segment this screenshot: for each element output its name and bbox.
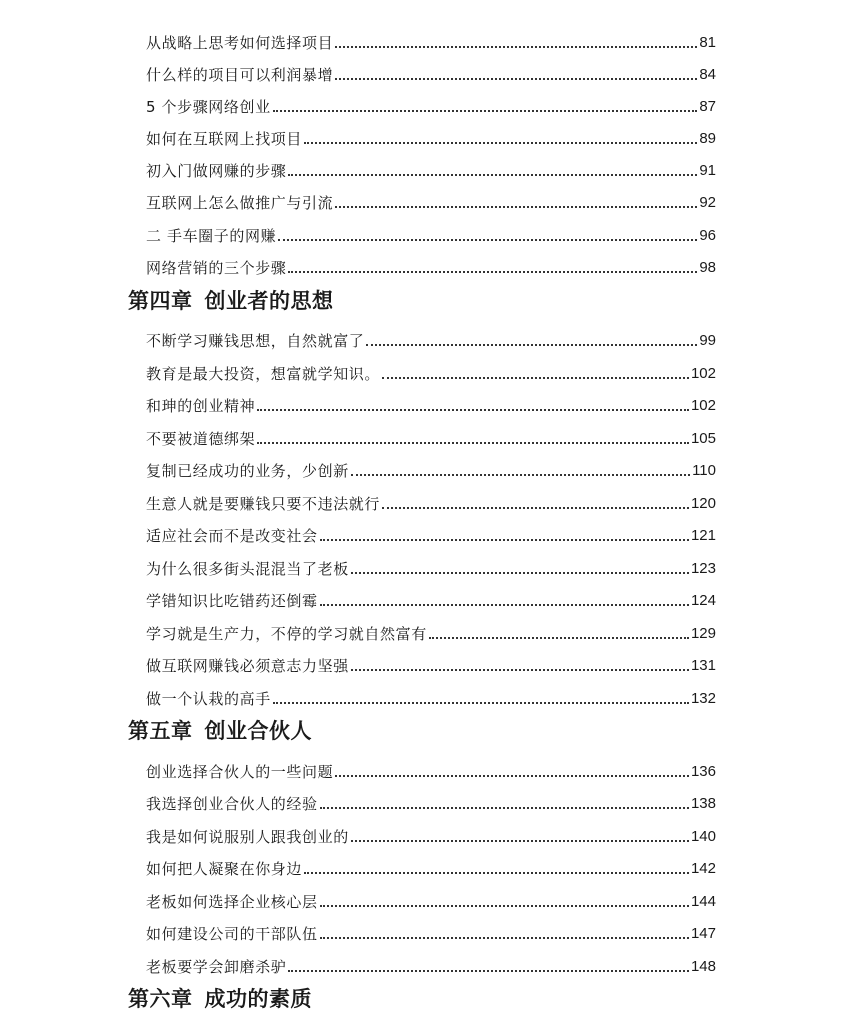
dot-leader	[278, 239, 697, 241]
toc-entry-title: 生意人就是要赚钱只要不违法就行	[146, 495, 381, 513]
toc-entry[interactable]	[146, 854, 716, 878]
toc-entry-title: 不断学习赚钱思想，自然就富了	[146, 332, 365, 350]
toc-entry-title: 和珅的创业精神	[146, 397, 256, 415]
toc-entry-page: 124	[690, 592, 716, 609]
toc-entry-title: 如何在互联网上找项目	[146, 130, 303, 148]
toc-entry[interactable]	[146, 554, 716, 578]
toc-entry-title: 我是如何说服别人跟我创业的	[146, 828, 349, 846]
toc-entry-page: 102	[690, 397, 716, 414]
dot-leader	[382, 507, 689, 509]
toc-entry[interactable]	[146, 887, 716, 911]
dot-leader	[320, 937, 689, 939]
toc-entry-page: 131	[690, 657, 716, 674]
chapter-heading[interactable]	[128, 718, 312, 744]
toc-entry[interactable]	[146, 424, 716, 448]
toc-entry[interactable]	[146, 919, 716, 943]
toc-entry-title: 初入门做网赚的步骤	[146, 162, 287, 180]
toc-entry-page: 120	[690, 495, 716, 512]
dot-leader	[320, 604, 689, 606]
toc-entry-page: 87	[699, 98, 716, 115]
toc-entry-title: 如何把人凝聚在你身边	[146, 860, 303, 878]
toc-entry-page: 123	[690, 560, 716, 577]
toc-entry[interactable]	[146, 952, 716, 976]
toc-entry-page: 121	[690, 527, 716, 544]
toc-entry[interactable]	[146, 456, 716, 480]
dot-leader	[257, 409, 689, 411]
toc-entry[interactable]	[146, 92, 716, 116]
toc-entry-page: 144	[690, 893, 716, 910]
toc-entry-title: 老板要学会卸磨杀驴	[146, 958, 287, 976]
toc-entry[interactable]	[146, 757, 716, 781]
toc-entry[interactable]	[146, 789, 716, 813]
toc-entry-title: 为什么很多街头混混当了老板	[146, 560, 349, 578]
toc-entry-page: 102	[690, 365, 716, 382]
toc-entry-page: 84	[699, 66, 716, 83]
toc-entry[interactable]	[146, 684, 716, 708]
toc-entry[interactable]	[146, 326, 716, 350]
dot-leader	[351, 840, 689, 842]
dot-leader	[382, 377, 689, 379]
dot-leader	[320, 539, 689, 541]
toc-entry-title: 我选择创业合伙人的经验	[146, 795, 318, 813]
toc-entry[interactable]	[146, 253, 716, 277]
chapter-title: 成功的素质	[204, 987, 312, 1011]
toc-entry[interactable]	[146, 521, 716, 545]
chapter-title: 创业者的思想	[204, 289, 334, 313]
toc-entry-title: 复制已经成功的业务，少创新	[146, 462, 349, 480]
dot-leader	[288, 970, 689, 972]
toc-entry[interactable]	[146, 586, 716, 610]
toc-entry-page: 138	[690, 795, 716, 812]
dot-leader	[257, 442, 689, 444]
toc-entry-title: 做互联网赚钱必须意志力坚强	[146, 657, 349, 675]
dot-leader	[335, 78, 697, 80]
toc-entry-page: 89	[699, 130, 716, 147]
chapter-number: 第五章	[128, 719, 193, 743]
toc-entry-title: 学习就是生产力，不停的学习就自然富有	[146, 625, 427, 643]
toc-entry[interactable]	[146, 391, 716, 415]
dot-leader	[304, 142, 697, 144]
dot-leader	[273, 702, 689, 704]
toc-entry[interactable]	[146, 359, 716, 383]
dot-leader	[351, 474, 690, 476]
toc-entry-page: 99	[699, 332, 716, 349]
toc-entry-title: 互联网上怎么做推广与引流	[146, 194, 334, 212]
toc-entry-title: 学错知识比吃错药还倒霉	[146, 592, 318, 610]
dot-leader	[335, 46, 697, 48]
dot-leader	[335, 206, 697, 208]
toc-entry-page: 140	[690, 828, 716, 845]
toc-entry-page: 110	[692, 462, 716, 479]
toc-entry-title: 网络营销的三个步骤	[146, 259, 287, 277]
toc-entry[interactable]	[146, 221, 716, 245]
dot-leader	[429, 637, 689, 639]
toc-entry-title: 不要被道德绑架	[146, 430, 256, 448]
toc-entry-page: 132	[690, 690, 716, 707]
toc-entry[interactable]	[146, 188, 716, 212]
toc-entry-title: 创业选择合伙人的一些问题	[146, 763, 334, 781]
toc-entry-page: 96	[699, 227, 716, 244]
toc-entry-title: 做一个认栽的高手	[146, 690, 271, 708]
chapter-number: 第六章	[128, 987, 193, 1011]
chapter-heading[interactable]	[128, 986, 312, 1012]
dot-leader	[288, 174, 697, 176]
dot-leader	[351, 572, 689, 574]
toc-entry[interactable]	[146, 60, 716, 84]
toc-entry-page: 148	[690, 958, 716, 975]
toc-entry-page: 81	[699, 34, 716, 51]
toc-entry-title: 如何建设公司的干部队伍	[146, 925, 318, 943]
dot-leader	[366, 344, 697, 346]
chapter-title: 创业合伙人	[204, 719, 312, 743]
toc-entry-title: 老板如何选择企业核心层	[146, 893, 318, 911]
toc-entry[interactable]	[146, 619, 716, 643]
dot-leader	[320, 807, 689, 809]
dot-leader	[273, 110, 698, 112]
dot-leader	[288, 271, 697, 273]
chapter-heading[interactable]	[128, 288, 334, 314]
toc-entry[interactable]	[146, 651, 716, 675]
toc-entry-page: 136	[690, 763, 716, 780]
toc-entry-page: 129	[690, 625, 716, 642]
toc-entry-page: 105	[690, 430, 716, 447]
dot-leader	[320, 905, 689, 907]
toc-entry[interactable]	[146, 822, 716, 846]
dot-leader	[351, 669, 689, 671]
toc-entry-title: 教育是最大投资，想富就学知识。	[146, 365, 381, 383]
dot-leader	[335, 775, 689, 777]
toc-entry-page: 147	[690, 925, 716, 942]
toc-entry-page: 98	[699, 259, 716, 276]
chapter-number: 第四章	[128, 289, 193, 313]
toc-entry-title: 从战略上思考如何选择项目	[146, 34, 334, 52]
toc-entry[interactable]	[146, 124, 716, 148]
toc-entry-title: 适应社会而不是改变社会	[146, 527, 318, 545]
toc-entry[interactable]	[146, 28, 716, 52]
toc-entry-page: 92	[699, 194, 716, 211]
toc-entry-title: 二 手车圈子的网赚	[146, 227, 277, 245]
toc-entry[interactable]	[146, 156, 716, 180]
toc-entry[interactable]	[146, 489, 716, 513]
dot-leader	[304, 872, 689, 874]
toc-entry-page: 91	[699, 162, 716, 179]
toc-entry-title: 什么样的项目可以利润暴增	[146, 66, 334, 84]
toc-entry-page: 142	[690, 860, 716, 877]
toc-entry-title: 5 个步骤网络创业	[146, 98, 271, 116]
